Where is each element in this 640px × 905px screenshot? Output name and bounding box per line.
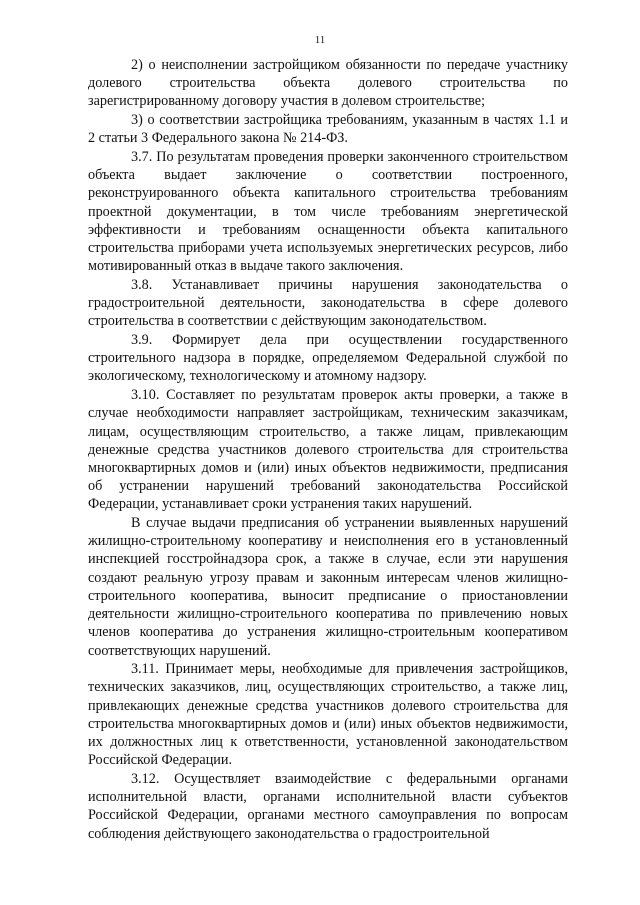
page-number: 11 — [314, 34, 326, 46]
paragraph-3-7: 3.7. По результатам проведения проверки законченного строительством объекта выдает заключение о соответствии построенного, реконструированного объекта капитального строительства требованиям проектной документации, в том числе требованиям энергетической эффективности и требованиям оснащенности объекта капитального строительства приборами учета используемых энергетических ресурсов, либо мотивированный отказ в выдаче такого заключения. — [88, 149, 568, 275]
paragraph-item-3: 3) о соответствии застройщика требованиям, указанным в частях 1.1 и 2 статьи 3 Федерального закона № 214-ФЗ. — [88, 112, 568, 147]
paragraph-3-12: 3.12. Осуществляет взаимодействие с федеральными органами исполнительной власти, органами исполнительной власти субъектов Российской Федерации, органами местного самоуправления по вопросам соблюдения действующего законодательства о градостроительной — [88, 770, 568, 842]
document-body — [88, 56, 568, 843]
paragraph-3-10-continued: В случае выдачи предписания об устранении выявленных нарушений жилищно-строительному кооперативу и неисполнения его в установленный инспекцией госстройнадзора срок, а также в случае, если эти нарушения создают реальную угрозу правам и законным интересам членов жилищно-строительного кооператива, выносит предписание о приостановлении деятельности жилищно-строительного кооператива по привлечению новых членов кооператива до устранения жилищно-строительным кооперативом соответствующих нарушений. — [88, 515, 568, 659]
paragraph-3-10: 3.10. Составляет по результатам проверок акты проверки, а также в случае необходимости направляет застройщикам, техническим заказчикам, лицам, осуществляющим строительство, а также лицам, привлекающим денежные средства участников долевого строительства для строительства многоквартирных домов и (или) иных объектов недвижимости, предписания об устранении нарушений требований законодательства Российской Федерации, устанавливает сроки устранения таких нарушений. — [88, 387, 568, 513]
paragraph-3-9: 3.9. Формирует дела при осуществлении государственного строительного надзора в порядке, определяемом Федеральной службой по экологическому, технологическому и атомному надзору. — [88, 332, 568, 385]
paragraph-3-11: 3.11. Принимает меры, необходимые для привлечения застройщиков, технических заказчиков, лиц, осуществляющих строительство, а также лиц, привлекающих денежные средства участников долевого строительства для строительства многоквартирных домов и (или) иных объектов недвижимости, их должностных лиц к ответственности, установленной законодательством Российской Федерации. — [88, 661, 568, 769]
paragraph-3-8: 3.8. Устанавливает причины нарушения законодательства о градостроительной деятельности, законодательства в сфере долевого строительства в соответствии с действующим законодательством. — [88, 276, 568, 330]
paragraph-item-2: 2) о неисполнении застройщиком обязанности по передаче участнику долевого строительства объекта долевого строительства по зарегистрированному договору участия в долевом строительстве; — [88, 57, 568, 110]
